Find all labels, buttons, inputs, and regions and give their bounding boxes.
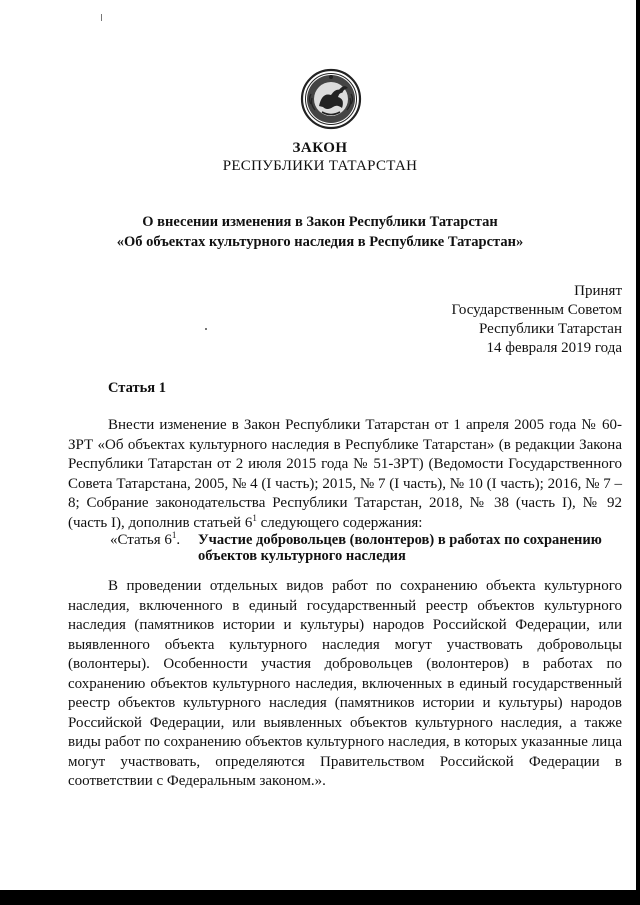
issuer-name: РЕСПУБЛИКИ ТАТАРСТАН bbox=[222, 158, 418, 174]
new-article-label-text: «Статья 6 bbox=[110, 532, 172, 548]
law-name-line-2: «Об объектах культурного наследия в Республике Татарстан» bbox=[116, 234, 524, 250]
coat-of-arms-icon bbox=[300, 68, 362, 130]
article-intro-ending: следующего содержания: bbox=[256, 514, 423, 531]
adoption-line: Принят bbox=[574, 283, 622, 299]
new-article-superscript: 1 bbox=[171, 530, 177, 540]
scan-border-right bbox=[636, 0, 640, 905]
adoption-line: Государственным Советом bbox=[451, 302, 622, 318]
new-article-title: Участие добровольцев (волонтеров) в работах по сохранению объектов культурного наследия bbox=[198, 532, 602, 564]
document-type: ЗАКОН bbox=[292, 140, 348, 156]
law-name bbox=[0, 212, 640, 252]
article-heading: Статья 1 bbox=[108, 380, 166, 396]
adoption-block bbox=[362, 282, 622, 358]
new-article-label bbox=[110, 532, 180, 549]
article-number-superscript: 1 bbox=[252, 512, 257, 523]
scan-speck bbox=[205, 328, 207, 330]
adoption-line: Республики Татарстан bbox=[478, 321, 622, 337]
scan-border-bottom bbox=[0, 890, 640, 905]
new-article-body: В проведении отдельных видов работ по сохранению объекта культурного наследия, включенного в единый государственный реестр объектов культурного наследия (памятников истории и культуры) народов Российской Федерации, или выявленного объекта культурного наследия могут участвовать добровольцы (волонтеры). Особенности участия добровольцев (волонтеров) в работах по сохранению объектов культурного наследия, включенных в единый государственный реестр объектов культурного наследия (памятников истории и культуры) народов Российской Федерации, или выявленных объектов культурного наследия, а также виды работ по сохранению объектов культурного наследия, в которых указанные лица могут участвовать, определяются Правительством Российской Федерации в соответствии с Федеральным законом.». bbox=[68, 578, 622, 789]
article-intro-paragraph bbox=[68, 416, 622, 533]
law-name-line-1: О внесении изменения в Закон Республики Татарстан bbox=[142, 214, 498, 230]
adoption-date: 14 февраля 2019 года bbox=[486, 340, 622, 356]
article-intro-text: Внести изменение в Закон Республики Татарстан от 1 апреля 2005 года № 60-ЗРТ «Об объектах культурного наследия в Республике Татарстан» (в редакции Закона Республики Татарстан от 2 июля 2015 года № 51-ЗРТ) (Ведомости Государственного Совета Татарстана, 2005, № 4 (I часть); 2015, № 7 (I часть), № 10 (I часть); 2016, № 7 – 8; Собрание законодательства Республики Татарстан, 2018, № 38 (часть I), № 92 (часть I), дополнив статьей 6 bbox=[68, 417, 622, 531]
new-article-label-dot: . bbox=[176, 532, 181, 548]
scan-speck bbox=[101, 14, 102, 21]
